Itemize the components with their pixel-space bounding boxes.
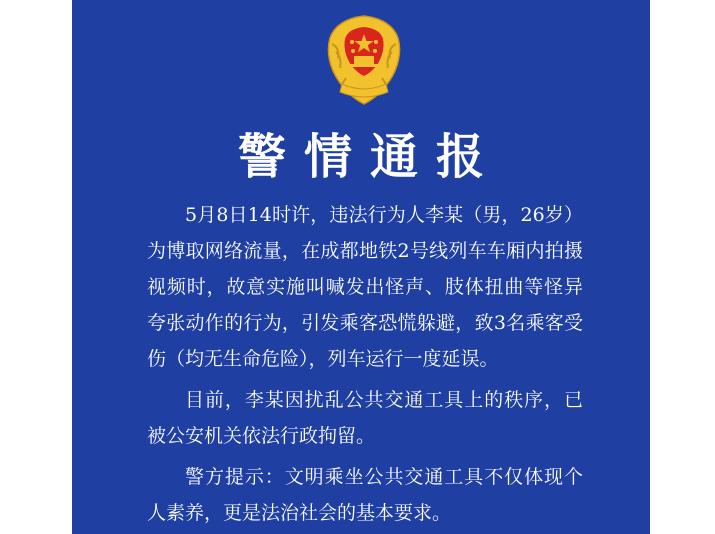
notice-title: 警情通报: [237, 129, 502, 185]
notice-paragraph-reminder: 警方提示：文明乘坐公共交通工具不仅体现个人素养，更是法治社会的基本要求。: [147, 466, 583, 524]
notice-paragraph-detention: 目前，李某因扰乱公共交通工具上的秩序，已被公安机关依法行政拘留。: [147, 389, 583, 447]
police-emblem-icon: [316, 12, 412, 108]
notice-paragraph-incident: 5月8日14时许，违法行为人李某（男，26岁）为博取网络流量，在成都地铁2号线列车车厢内拍摄视频时，故意实施叫喊发出怪声、肢体扭曲等怪异夸张动作的行为，引发乘客恐慌躲避，致3名乘客受伤（均无生命危险），列车运行一度延误。: [147, 204, 583, 370]
police-notice: [72, 0, 650, 534]
notice-body: [147, 197, 583, 534]
